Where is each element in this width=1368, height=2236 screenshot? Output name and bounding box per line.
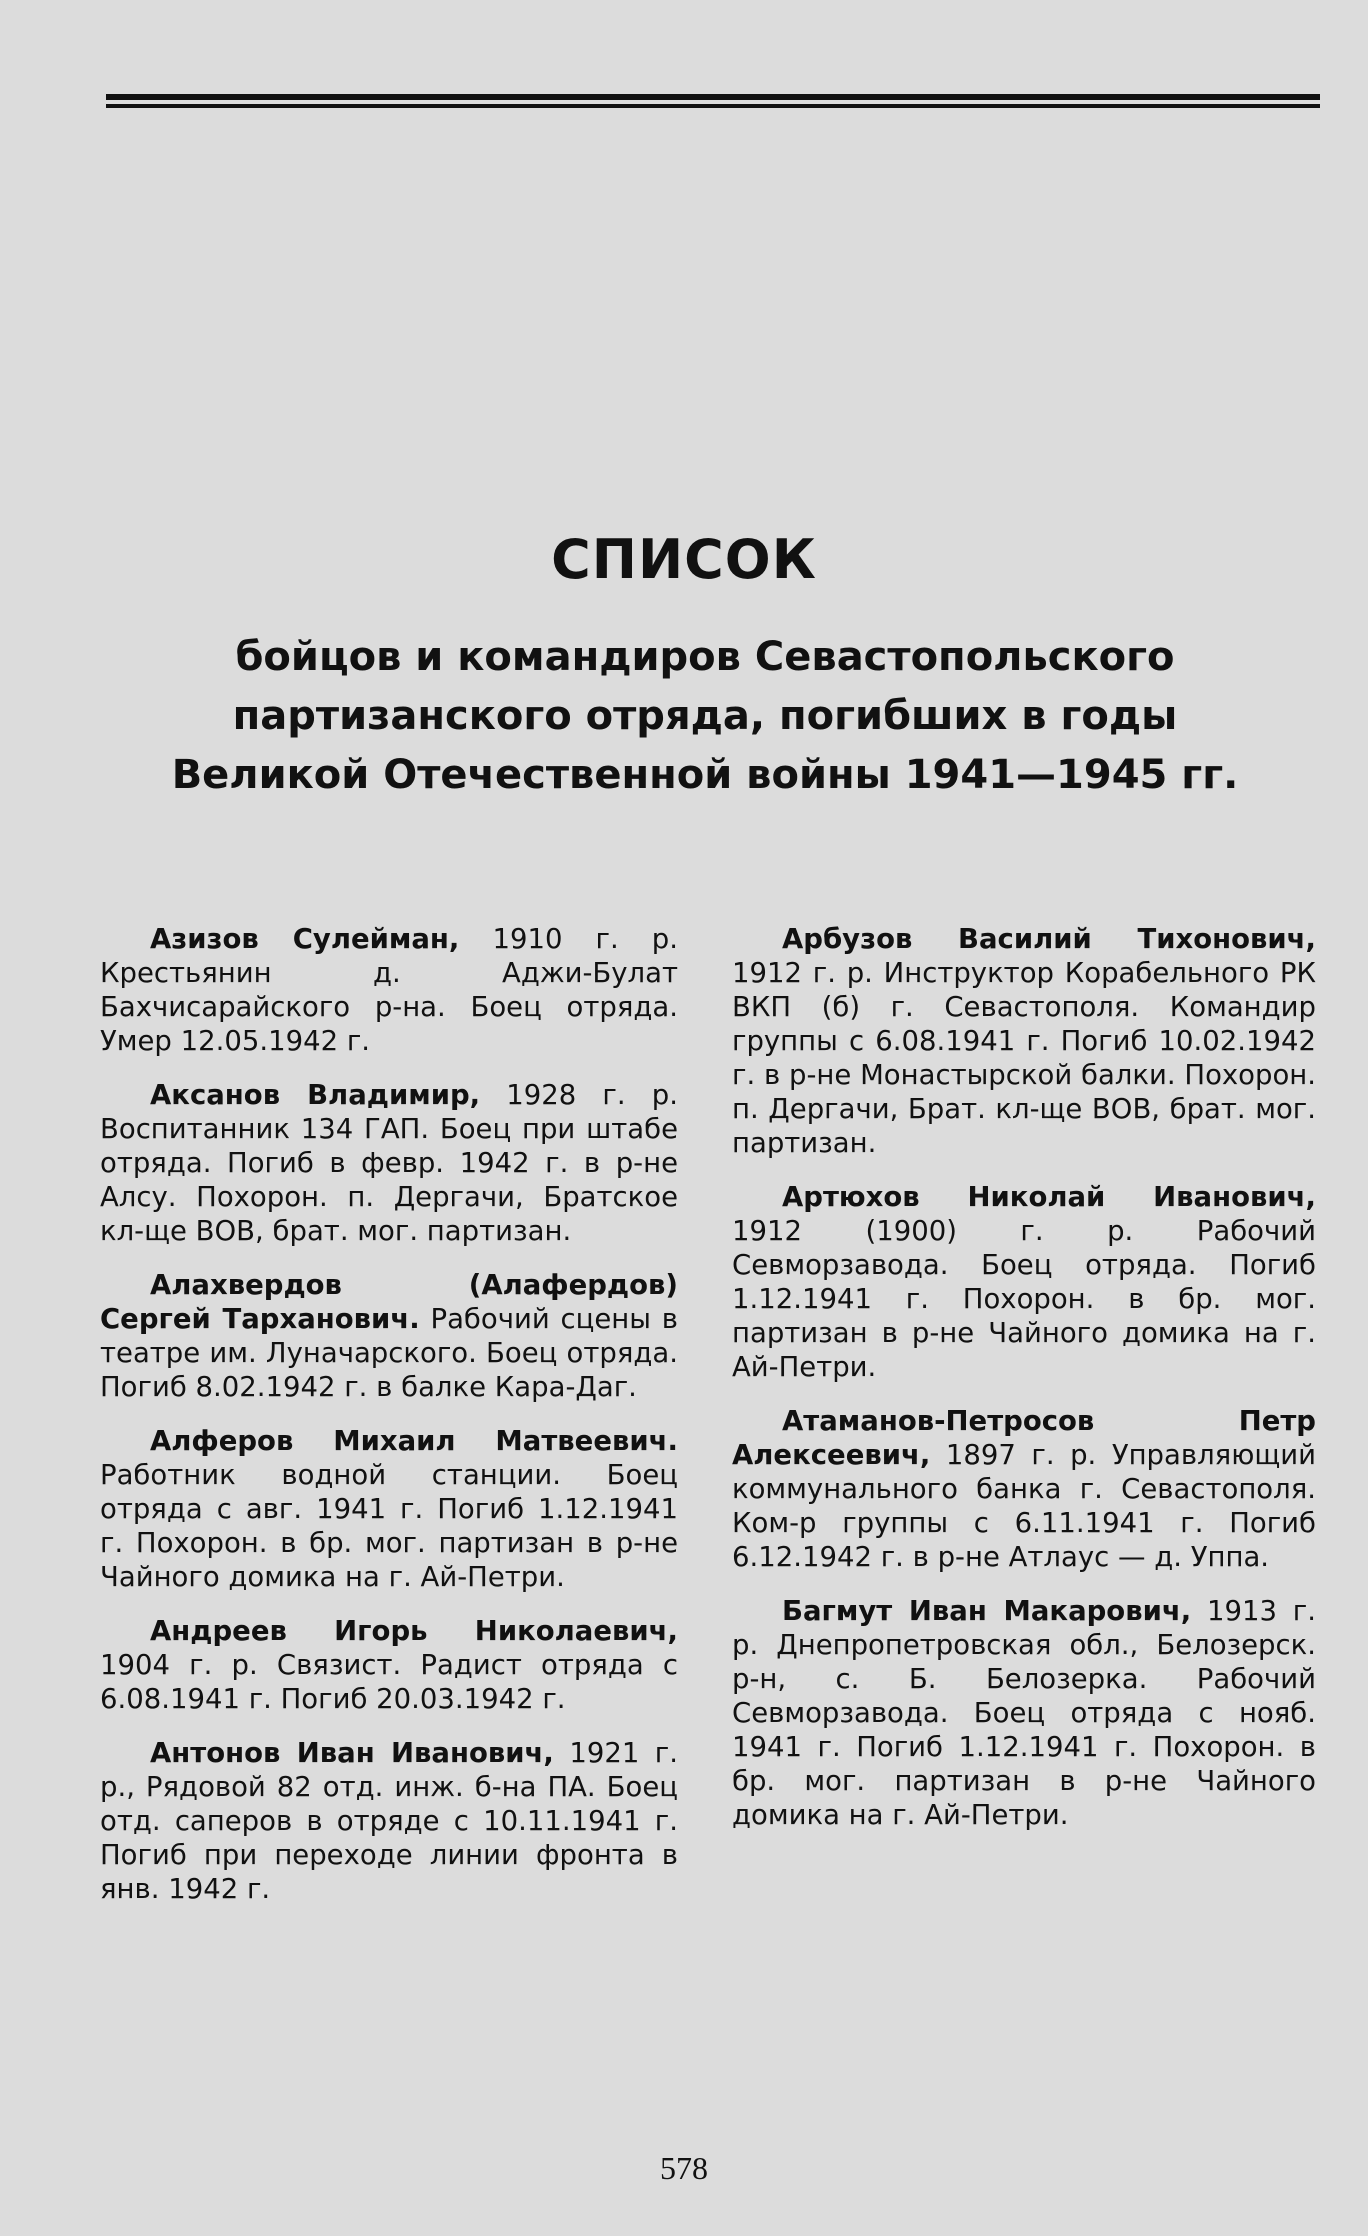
entry-name: Антонов Иван Иванович, — [150, 1737, 554, 1769]
list-entry — [100, 1614, 678, 1716]
left-column — [100, 922, 678, 1926]
list-entry — [732, 1180, 1316, 1384]
entry-text: 1912 г. р. Инструктор Корабельного РК ВКП (б) г. Севастополя. Командир группы с 6.08.1941 г. Погиб 10.02.1942 г. в р-не Монастырской балки. Похорон. п. Дергачи, Брат. кл-ще ВОВ, брат. мог. партизан. — [732, 957, 1316, 1159]
entry-text: 1921 г. р., Рядовой 82 отд. инж. б-на ПА. Боец отд. саперов в отряде с 10.11.1941 г. Погиб при переходе линии фронта в янв. 1942 г. — [100, 1737, 678, 1905]
right-column — [732, 922, 1316, 1852]
entry-text: 1904 г. р. Связист. Радист отряда с 6.08.1941 г. Погиб 20.03.1942 г. — [100, 1649, 678, 1715]
list-entry — [732, 1404, 1316, 1574]
page-number: 578 — [660, 2150, 708, 2186]
entry-text: 1928 г. р. Воспитанник 134 ГАП. Боец при штабе отряда. Погиб в февр. 1942 г. в р-не Алсу. Похорон. п. Дергачи, Братское кл-ще ВОВ, брат. мог. партизан. — [100, 1079, 678, 1247]
entry-text: 1913 г. р. Днепропетровская обл., Белозерск. р-н, с. Б. Белозерка. Рабочий Севморзавода. Боец отряда с нояб. 1941 г. Погиб 1.12.1941 г. Похорон. в бр. мог. партизан в р-не Чайного домика на г. Ай-Петри. — [732, 1595, 1316, 1831]
entry-name: Андреев Игорь Николаевич, — [150, 1615, 678, 1647]
entry-name: Азизов Сулейман, — [150, 923, 460, 955]
list-entry — [100, 922, 678, 1058]
entry-name: Артюхов Николай Иванович, — [782, 1181, 1316, 1213]
entry-text: Рабочий сцены в театре им. Луначарского. Боец отряда. Погиб 8.02.1942 г. в балке Кара-Даг. — [100, 1303, 678, 1403]
header-rule-top — [106, 94, 1320, 100]
entry-name: Багмут Иван Макарович, — [782, 1595, 1192, 1627]
header-rule-bottom — [106, 104, 1320, 108]
entry-name: Алферов Михаил Матвеевич. — [150, 1425, 678, 1457]
page-subtitle: бойцов и командиров Севастопольского партизанского отряда, погибших в годы Великой Отечественной войны 1941—1945 гг. — [171, 634, 1239, 798]
entry-text: 1897 г. р. Управляющий коммунального банка г. Севастополя. Ком-р группы с 6.11.1941 г. Погиб 6.12.1942 г. в р-не Атлаус — д. Уппа. — [732, 1439, 1316, 1573]
entry-name: Арбузов Василий Тихонович, — [782, 923, 1316, 955]
list-entry — [100, 1268, 678, 1404]
entry-name: Атаманов-Петросов Петр Алексеевич, — [732, 1405, 1316, 1471]
entry-text: 1910 г. р. Крестьянин д. Аджи-Булат Бахчисарайского р-на. Боец отряда. Умер 12.05.1942 г. — [100, 923, 678, 1057]
list-entry — [732, 922, 1316, 1160]
list-entry — [100, 1736, 678, 1906]
entry-text: Работник водной станции. Боец отряда с авг. 1941 г. Погиб 1.12.1941 г. Похорон. в бр. мог. партизан в р-не Чайного домика на г. Ай-Петри. — [100, 1459, 678, 1593]
entry-text: 1912 (1900) г. р. Рабочий Севморзавода. Боец отряда. Погиб 1.12.1941 г. Похорон. в бр. мог. партизан в р-не Чайного домика на г. Ай-Петри. — [732, 1215, 1316, 1383]
list-entry — [732, 1594, 1316, 1832]
list-entry — [100, 1424, 678, 1594]
entry-name: Алахвердов (Алафердов) Сергей Тарханович. — [100, 1269, 678, 1335]
entry-name: Аксанов Владимир, — [150, 1079, 481, 1111]
list-entry — [100, 1078, 678, 1248]
page-title: СПИСОК — [551, 528, 817, 591]
